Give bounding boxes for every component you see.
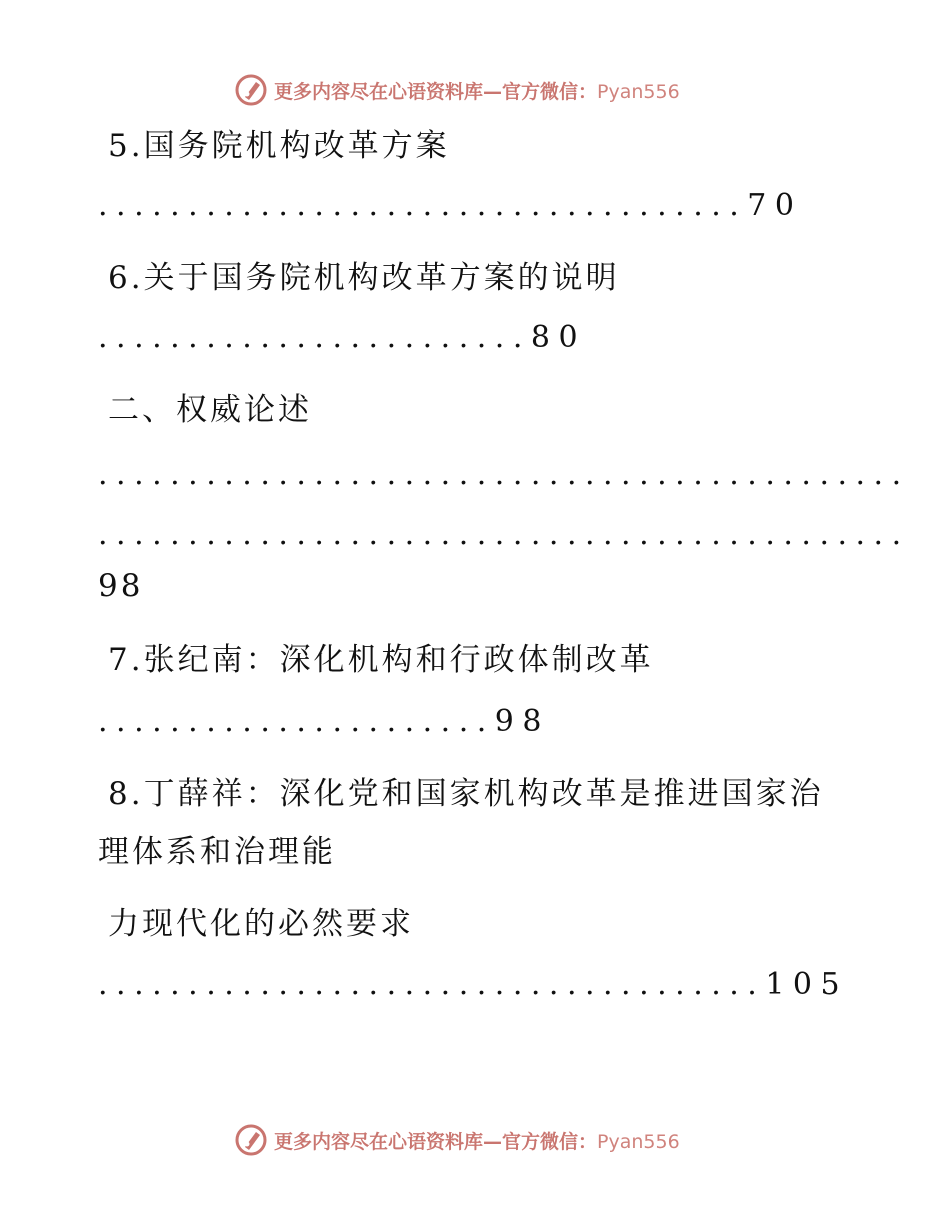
toc-item-5-leader: ....................................70 (98, 188, 803, 223)
toc-item-8-leader: .....................................105 (98, 967, 849, 1002)
footer-watermark (234, 1122, 680, 1158)
toc-item-8-title-line-2: 理体系和治理能 (98, 834, 336, 870)
watermark-text: 更多内容尽在心语资料库—官方微信：Pyan556 (274, 1130, 680, 1153)
toc-item-6-leader: ........................80 (98, 320, 587, 355)
toc-item-5-title: 5.国务院机构改革方案 (108, 128, 450, 164)
toc-section-2-leader-2: ............................................. (98, 517, 910, 552)
toc-section-2-page: 98 (98, 568, 144, 604)
pen-nib-logo-icon (234, 1123, 268, 1157)
watermark-text: 更多内容尽在心语资料库—官方微信：Pyan556 (274, 80, 680, 103)
toc-item-8-title-line-3: 力现代化的必然要求 (108, 906, 414, 942)
toc-section-2-title: 二、权威论述 (108, 392, 312, 428)
toc-item-8-title-line-1: 8.丁薛祥：深化党和国家机构改革是推进国家治 (108, 776, 824, 812)
toc-item-7-title: 7.张纪南：深化机构和行政体制改革 (108, 642, 654, 678)
toc-item-6-title: 6.关于国务院机构改革方案的说明 (108, 260, 620, 296)
toc-section-2-leader-1: ............................................. (98, 457, 910, 492)
header-watermark (234, 72, 680, 108)
toc-item-7-leader: ......................98 (98, 704, 550, 739)
pen-nib-logo-icon (234, 73, 268, 107)
